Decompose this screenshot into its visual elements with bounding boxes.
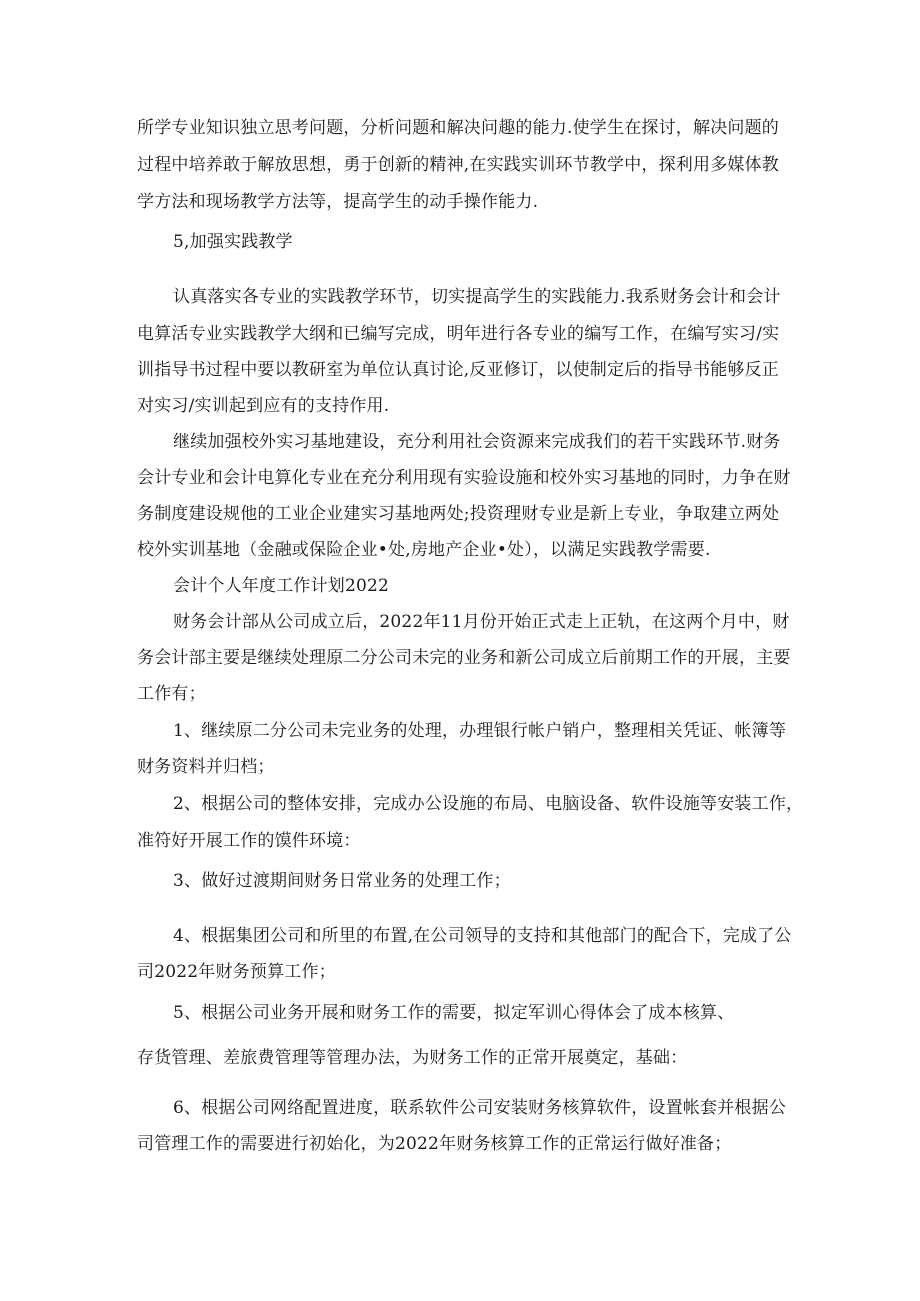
text-line: 财务资料并归档； [137,757,275,777]
text-line: 工作有； [137,684,206,704]
text-line: 校外实训基地（金融或保险企业•处,房地产企业•处），以满足实践教学需要. [137,540,711,560]
text-line: 司管理工作的需要进行初始化，为2022年财务核算工作的正常运行做好准备； [137,1134,732,1154]
text-line: 学方法和现场教学方法等，提高学生的动手操作能力. [137,192,539,212]
section-heading: 5,加强实践教学 [173,232,293,252]
text-line: 对实习/实训起到应有的支持作用. [137,396,390,416]
text-line: 会计专业和会计电算化专业在充分利用现有实验设施和校外实习基地的同时，力争在财 [137,468,791,488]
text-line: 过程中培养敢于解放思想，勇于创新的精神,在实践实训环节教学中，探利用多媒体教 [137,155,780,175]
list-item: 5、根据公司业务开展和财务工作的需要，拟定军训心得体会了成本核算、 [173,1003,735,1023]
text-line: 电算活专业实践教学大纲和已编写完成，明年进行各专业的编写工作，在编写实习/实 [137,324,780,344]
text-line: 存货管理、差旅费管理等管理办法，为财务工作的正常开展奠定，基础： [137,1048,688,1068]
text-line: 训指导书过程中要以教研室为单位认真讨论,反亚修订，以使制定后的指导书能够反正 [137,360,780,380]
section-heading: 会计个人年度工作计划2022 [173,576,390,596]
text-line: 务制度建设规他的工业企业建实习基地两处;投资理财专业是新上专业，争取建立两处 [137,504,780,524]
text-line: 认真落实各专业的实践教学环节，切实提高学生的实践能力.我系财务会计和会计 [173,287,781,307]
text-line: 准符好开展工作的馍件环境： [137,831,361,851]
text-line: 所学专业知识独立思考问题，分析问题和解决问趣的能力.使学生在探讨，解决问题的 [137,118,780,138]
text-line: 财务会计部从公司成立后，2022年11月份开始正式走上正轨，在这两个月中，财 [173,612,790,632]
text-line: 司2022年财务预算工作； [137,962,336,982]
list-item: 1、继续原二分公司未完业务的处理，办理银行帐户销户，整理相关凭证、帐簿等 [173,721,787,741]
list-item: 3、做好过渡期间财务日常业务的处理工作； [173,871,511,891]
list-item: 4、根据集团公司和所里的布置,在公司领导的支持和其他部门的配合下，完成了公 [173,926,792,946]
list-item: 2、根据公司的整体安排，完成办公设施的布局、电脑设备、软件设施等安装工作， [173,794,804,814]
text-line: 务会计部主要是继续处理原二分公司未完的业务和新公司成立后前期工作的开展，主要 [137,648,791,668]
text-line: 继续加强校外实习基地建设，充分利用社会资源来完成我们的若干实践环节.财务 [173,432,781,452]
list-item: 6、根据公司网络配置进度，联系软件公司安装财务核算软件，设置帐套并根据公 [173,1098,787,1118]
